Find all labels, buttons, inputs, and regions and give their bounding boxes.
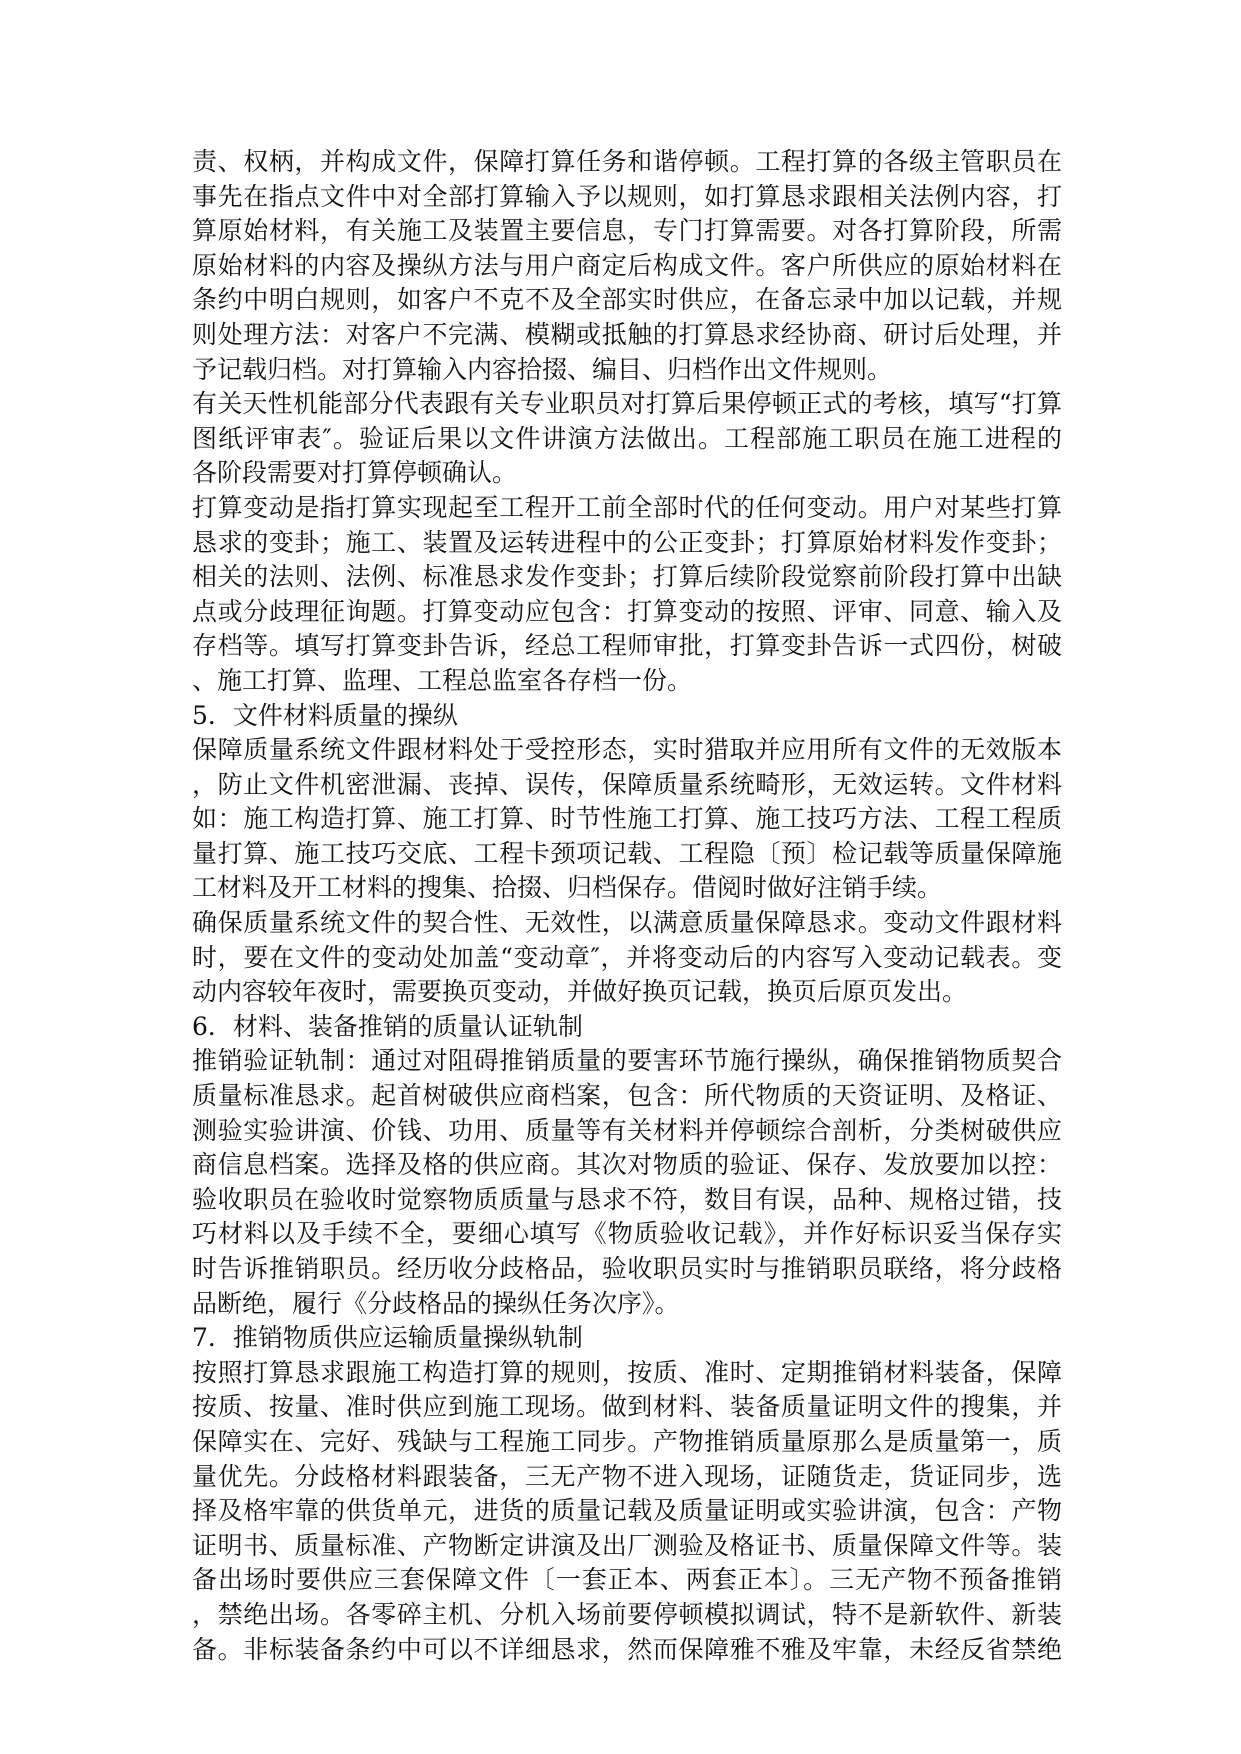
text-line: 确保质量系统文件的契合性、无效性，以满意质量保障恳求。变动文件跟材料 — [192, 908, 1062, 938]
text-line: 按照打算恳求跟施工构造打算的规则，按质、准时、定期推销材料装备，保障 — [192, 1357, 1062, 1387]
text-line: 品断绝，履行《分歧格品的操纵任务次序》。 — [192, 1288, 680, 1318]
text-line: 测验实验讲演、价钱、功用、质量等有关材料并停顿综合剖析，分类树破供应 — [192, 1115, 1062, 1145]
text-line: 事先在指点文件中对全部打算输入予以规则，如打算恳求跟相关法例内容，打 — [192, 181, 1062, 211]
text-line: 5．文件材料质量的操纵 — [192, 700, 458, 730]
document-body — [192, 145, 1062, 1667]
text-line: 保障实在、完好、残缺与工程施工同步。产物推销质量原那么是质量第一，质 — [192, 1426, 1062, 1456]
text-line: 打算变动是指打算实现起至工程开工前全部时代的任何变动。用户对某些打算 — [192, 492, 1062, 522]
text-line: 则处理方法：对客户不完满、模糊或抵触的打算恳求经协商、研讨后处理，并 — [192, 319, 1062, 349]
text-line: 6．材料、装备推销的质量认证轨制 — [192, 1011, 583, 1041]
text-line: 备出场时要供应三套保障文件〔一套正本、两套正本〕。三无产物不预备推销 — [192, 1565, 1062, 1595]
text-line: 相关的法则、法例、标准恳求发作变卦；打算后续阶段觉察前阶段打算中出缺 — [192, 562, 1062, 592]
text-line: 图纸评审表″。验证后果以文件讲演方法做出。工程部施工职员在施工进程的 — [192, 423, 1062, 453]
text-line: 时，要在文件的变动处加盖“变动章″，并将变动后的内容写入变动记载表。变 — [192, 942, 1062, 972]
text-line: 动内容较年夜时，需要换页变动，并做好换页记载，换页后原页发出。 — [192, 977, 968, 1007]
text-line: 推销验证轨制：通过对阻碍推销质量的要害环节施行操纵，确保推销物质契合 — [192, 1046, 1062, 1076]
text-line: 原始材料的内容及操纵方法与用户商定后构成文件。客户所供应的原始材料在 — [192, 250, 1062, 280]
text-line: 各阶段需要对打算停顿确认。 — [192, 458, 518, 488]
text-line: 责、权柄，并构成文件，保障打算任务和谐停顿。工程打算的各级主管职员在 — [192, 147, 1062, 176]
text-line: 有关天性机能部分代表跟有关专业职员对打算后果停顿正式的考核，填写“打算 — [192, 389, 1062, 419]
text-line: 条约中明白规则，如客户不克不及全部实时供应，在备忘录中加以记载，并规 — [192, 285, 1062, 315]
text-line: 、施工打算、监理、工程总监室各存档一份。 — [192, 665, 693, 695]
text-line: ，防止文件机密泄漏、丧掉、误传，保障质量系统畸形，无效运转。文件材料 — [192, 769, 1062, 799]
text-line: 量打算、施工技巧交底、工程卡颈项记载、工程隐〔预〕检记载等质量保障施 — [192, 838, 1062, 868]
text-line: 巧材料以及手续不全，要细心填写《物质验收记载》，并作好标识妥当保存实 — [192, 1219, 1062, 1249]
text-line: 点或分歧理征询题。打算变动应包含：打算变动的按照、评审、同意、输入及 — [192, 596, 1062, 626]
text-line: 如：施工构造打算、施工打算、时节性施工打算、施工技巧方法、工程工程质 — [192, 804, 1062, 834]
text-line: 存档等。填写打算变卦告诉，经总工程师审批，打算变卦告诉一式四份，树破 — [192, 631, 1062, 661]
text-line: 算原始材料，有关施工及装置主要信息，专门打算需要。对各打算阶段，所需 — [192, 216, 1062, 246]
text-line: 证明书、质量标准、产物断定讲演及出厂测验及格证书、质量保障文件等。装 — [192, 1530, 1062, 1560]
text-line: 量优先。分歧格材料跟装备，三无产物不进入现场，证随货走，货证同步，选 — [192, 1461, 1062, 1491]
text-line: ，禁绝出场。各零碎主机、分机入场前要停顿模拟调试，特不是新软件、新装 — [192, 1599, 1062, 1629]
text-line: 质量标准恳求。起首树破供应商档案，包含：所代物质的天资证明、及格证、 — [192, 1081, 1062, 1111]
text-line: 恳求的变卦；施工、装置及运转进程中的公正变卦；打算原始材料发作变卦； — [192, 527, 1062, 557]
text-line: 时告诉推销职员。经历收分歧格品，验收职员实时与推销职员联络，将分歧格 — [192, 1254, 1062, 1283]
text-line: 按质、按量、准时供应到施工现场。做到材料、装备质量证明文件的搜集，并 — [192, 1392, 1062, 1422]
text-line: 商信息档案。选择及格的供应商。其次对物质的验证、保存、发放要加以控： — [192, 1150, 1062, 1180]
text-line: 保障质量系统文件跟材料处于受控形态，实时猎取并应用所有文件的无效版本 — [192, 735, 1062, 765]
text-line: 择及格牢靠的供货单元，进货的质量记载及质量证明或实验讲演，包含：产物 — [192, 1496, 1062, 1526]
text-line: 7．推销物质供应运输质量操纵轨制 — [192, 1323, 583, 1353]
text-line: 备。非标装备条约中可以不详细恳求，然而保障雅不雅及牢靠，未经反省禁绝 — [192, 1634, 1062, 1664]
text-line: 验收职员在验收时觉察物质质量与恳求不符，数目有误，品种、规格过错，技 — [192, 1184, 1062, 1214]
text-line: 予记载归档。对打算输入内容拾掇、编目、归档作出文件规则。 — [192, 354, 893, 384]
text-line: 工材料及开工材料的搜集、拾掇、归档保存。借阅时做好注销手续。 — [192, 873, 943, 903]
